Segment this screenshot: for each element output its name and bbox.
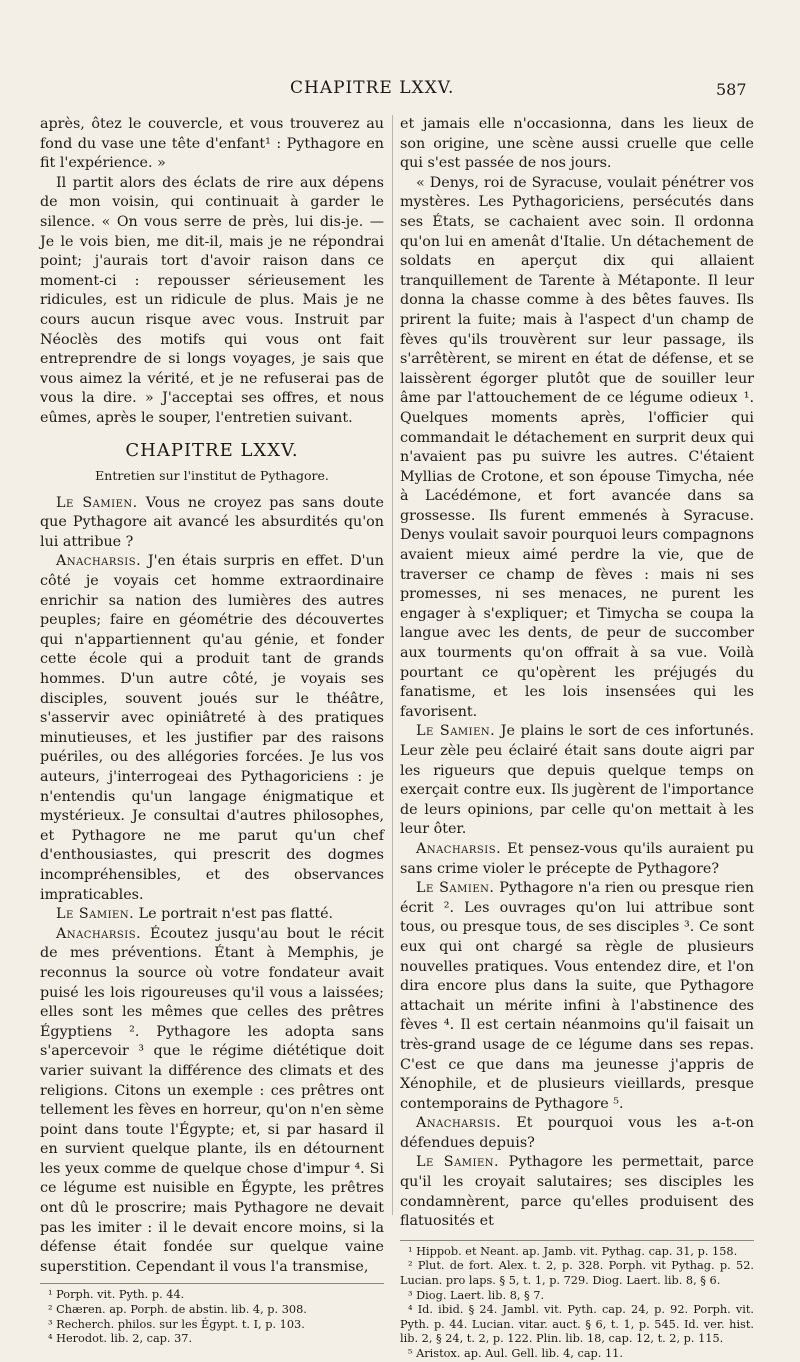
footnote: ¹ Porph. vit. Pyth. p. 44. [48, 1288, 185, 1302]
dialogue-paragraph [400, 1153, 754, 1231]
paragraph: « Denys, roi de Syracuse, voulait pénétrer vos mystères. Les Pythagoriciens, persécutés dans ses États, se cachaient avec soin. Il ordonna qu'on lui en amenât d'Italie. Un détachement de soldats en aperçut dix qui allaient tranquillement de Tarente à Métaponte. Il leur donna la chasse comme à des bêtes fauves. Ils prirent la fuite; mais à l'aspect d'un champ de fèves qu'ils trouvèrent sur leur passage, ils s'arrêtèrent, se mirent en état de défense, et se laissèrent égorger plutôt que de souiller leur âme par l'attouchement de ce légume odieux ¹. Quelques moments après, l'officier qui commandait le détachement en surprit deux qui n'avaient pas pu suivre les autres. C'étaient Myllias de Crotone, et son épouse Timycha, née à Lacédémone, et fort avancée dans sa grossesse. Ils furent emmenés à Syracuse. Denys voulait savoir pourquoi leurs compagnons avaient mieux aimé perdre la vie, que de traverser ce champ de fèves : mais ni ses promesses, ni ses menaces, ne purent les engager à s'expliquer; et Timycha se coupa la langue avec les dents, de peur de succomber aux tourments qu'on offrait à sa vue. Voilà pourtant ce qu'opèrent les préjugés du fanatisme, et les lois insensées qui les favorisent. [400, 174, 754, 720]
footnote: ³ Diog. Laert. lib. 8, § 7. [408, 1288, 545, 1302]
speaker-name: Anacharsis. [56, 925, 142, 942]
running-title: CHAPITRE LXXV. [290, 78, 455, 98]
speaker-name: Le Samien. [56, 494, 138, 511]
paragraph: et jamais elle n'occasionna, dans les lieux de son origine, une scène aussi cruelle que celle qui s'est passée de nos jours. [400, 116, 754, 172]
dialogue-text: Je plains le sort de ces infortunés. Leur zèle peu éclairé était sans doute aigri par les rigueurs que depuis quelque temps on exerçait contre eux. Ils jugèrent de l'importance de leurs opinions, par celle qu'on mettait à les leur ôter. [400, 723, 754, 838]
dialogue-text: Vous ne croyez pas sans doute que Pythagore ait avancé les absurdités qu'on lui attribue ? [40, 494, 385, 550]
dialogue-text: J'en étais surpris en effet. D'un côté je voyais cet homme extraordinaire enrichir sa nation des lumières des autres peuples; faire en géométrie des découvertes qui n'appartiennent qu'au génie, et fonder cette école qui a produit tant de grands hommes. D'un autre côté, je voyais ses disciples, souvent joués sur le théâtre, s'asservir avec opiniâtreté à des pratiques minutieuses, et les justifier par des raisons puériles, ou des allégories forcées. Je lus vos auteurs, j'interrogeai des Pythagoriciens : je n'entendis qu'un langage énigmatique et mystérieux. Je consultai d'autres philosophes, et Pythagore ne me parut qu'un chef d'enthousiastes, qui prescrit des dogmes incompréhensibles, et des observances impraticables. [40, 553, 384, 903]
speaker-name: Anacharsis. [416, 840, 502, 857]
paragraph: après, ôtez le couvercle, et vous trouverez au fond du vase une tête d'enfant¹ : Pythagore en fit l'expérience. » [40, 116, 384, 172]
dialogue-paragraph [40, 552, 384, 905]
footnote: ² Chæren. ap. Porph. de abstin. lib. 4, p. 308. [48, 1303, 307, 1317]
speaker-name: Le Samien. [416, 880, 495, 897]
speaker-name: Anacharsis. [416, 1115, 502, 1132]
left-column [40, 115, 384, 1347]
dialogue-text: Écoutez jusqu'au bout le récit de mes préventions. Étant à Memphis, je reconnus la source où votre fondateur avait puisé les lois rigoureuses qu'il vous a laissées; elles sont les mêmes que celles des prêtres Égyptiens ². Pythagore les adopta sans s'apercevoir ³ que le régime diététique doit varier suivant la différence des climats et des religions. Citons un exemple : ces prêtres ont tellement les fèves en horreur, qu'on n'en sème point dans toute l'Égypte; et, si par hasard il en survient quelque plante, ils en détournent les yeux comme de quelque chose d'impur ⁴. Si ce légume est nuisible en Égypte, les prêtres ont dû le proscrire; mais Pythagore ne devait pas les imiter : il le devait encore moins, si la défense était fondée sur quelque vaine superstition. Cependant il vous l'a transmise, [40, 925, 384, 1275]
chapter-subtitle: Entretien sur l'institut de Pythagore. [95, 468, 329, 484]
dialogue-paragraph [40, 905, 384, 925]
footnotes-right [400, 1240, 754, 1362]
dialogue-text: Le portrait n'est pas flatté. [134, 906, 334, 923]
dialogue-paragraph [40, 925, 384, 1278]
dialogue-paragraph [400, 1114, 754, 1153]
speaker-name: Anacharsis. [56, 553, 142, 570]
footnotes-left [40, 1283, 384, 1346]
footnote: ¹ Hippob. et Neant. ap. Jamb. vit. Pythag. cap. 31, p. 158. [408, 1244, 738, 1258]
running-head [0, 78, 800, 108]
dialogue-text: Pythagore les permettait, parce qu'il les croyait salutaires; ses disciples les condamnèrent, parce qu'elles produisent des flatuosités et [400, 1154, 754, 1230]
footnote: ² Plut. de fort. Alex. t. 2, p. 328. Porph. vit Pythag. p. 52. Lucian. pro laps. § 5, t. 1, p. 729. Diog. Laert. lib. 8, § 6. [400, 1259, 754, 1288]
dialogue-paragraph [40, 494, 384, 553]
dialogue-text: Et pourquoi vous les a-t-on défendues depuis? [400, 1115, 754, 1151]
dialogue-paragraph [400, 879, 754, 1114]
dialogue-paragraph [400, 722, 754, 840]
speaker-name: Le Samien. [56, 906, 135, 923]
right-column [400, 115, 754, 1362]
footnote: ³ Recherch. philos. sur les Égypt. t. I, p. 103. [48, 1317, 305, 1331]
dialogue-paragraph [400, 840, 754, 879]
dialogue-text: Et pensez-vous qu'ils auraient pu sans crime violer le précepte de Pythagore? [400, 840, 754, 877]
paragraph: Il partit alors des éclats de rire aux dépens de mon voisin, qui continuait à garder le silence. « On vous serre de près, lui dis-je. — Je le vois bien, me dit-il, mais je ne répondrai point; j'aurais tort d'avoir raison dans ce moment-ci : repousser sérieusement les ridicules, est un ridicule de plus. Mais je ne cours aucun risque avec vous. Instruit par Néoclès des motifs qui vous ont fait entreprendre de si longs voyages, je sais que vous aimez la vérité, et je ne refuserai pas de vous la dire. » J'acceptai ses offres, et nous eûmes, après le souper, l'entretien suivant. [40, 174, 384, 426]
dialogue-text: Pythagore n'a rien ou presque rien écrit ². Les ouvrages qu'on lui attribue sont tous, ou presque tous, de ses disciples ³. Ce sont eux qui ont chargé sa règle de plusieurs nouvelles pratiques. Vous entendez dire, et l'on dira encore plus dans la suite, que Pythagore attachait un mérite infini à l'abstinence des fèves ⁴. Il est certain néanmoins qu'il faisait un très-grand usage de ce légume dans ses repas. C'est ce que dans ma jeunesse j'appris de Xénophile, et de plusieurs vieillards, presque contemporains de Pythagore ⁵. [400, 880, 755, 1112]
column-divider [392, 115, 393, 1215]
footnote: ⁵ Aristox. ap. Aul. Gell. lib. 4, cap. 11. [408, 1347, 623, 1360]
speaker-name: Le Samien. [416, 1154, 500, 1171]
speaker-name: Le Samien. [416, 723, 496, 740]
chapter-heading: CHAPITRE LXXV. [125, 439, 299, 461]
footnote: ⁴ Herodot. lib. 2, cap. 37. [48, 1332, 193, 1346]
footnote: ⁴ Id. ibid. § 24. Jambl. vit. Pyth. cap. 24, p. 92. Porph. vit. Pyth. p. 44. Lucian. vitar. auct. § 6, t. 1, p. 545. Id. ver. hist. lib. 2, § 24, t. 2, p. 122. Plin. lib. 18, cap. 12, t. 2, p. 115. [400, 1303, 754, 1346]
page-number: 587 [716, 80, 747, 99]
